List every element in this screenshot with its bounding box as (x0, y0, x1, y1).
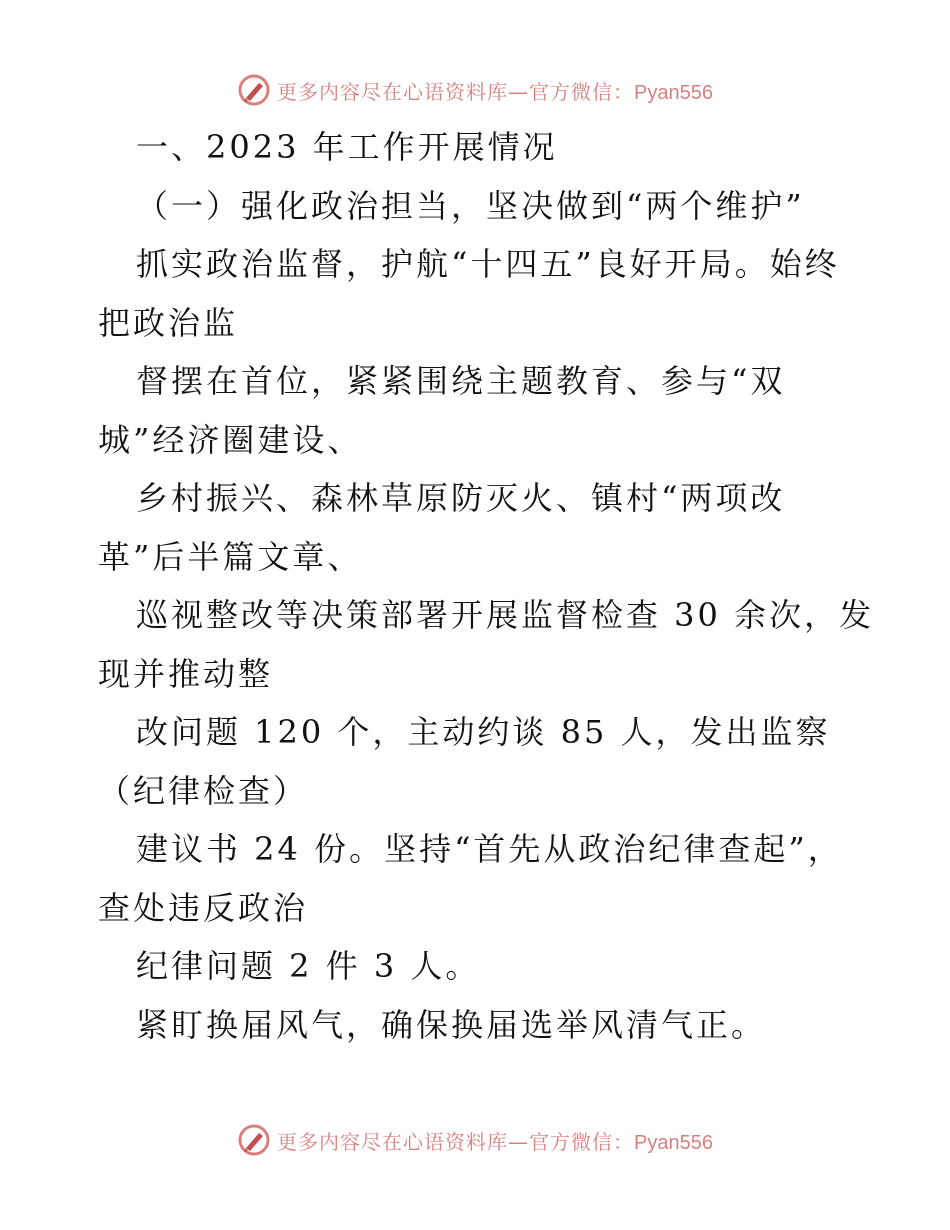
paragraph-line: 抓实政治监督，护航“十四五”良好开局。始终 (136, 245, 840, 283)
header-watermark-banner (0, 70, 950, 110)
paragraph-line: 现并推动整 (98, 654, 274, 693)
paragraph-line: 查处违反政治 (98, 888, 309, 927)
paragraph-line: 纪律问题 2 件 3 人。 (136, 947, 481, 985)
paragraph-line: （纪律检查） (98, 771, 309, 810)
header-watermark-content (237, 73, 713, 107)
wechat-id: Pyan556 (634, 81, 713, 104)
paragraph-line: 乡村振兴、森林草原防灭火、镇村“两项改 (136, 479, 786, 517)
paragraph-line: 紧盯换届风气，确保换届选举风清气正。 (136, 1005, 767, 1044)
subsection-heading: （一）强化政治担当，坚决做到“两个维护” (136, 186, 805, 225)
paragraph-line: 把政治监 (98, 303, 239, 342)
pen-in-circle-icon (237, 1123, 271, 1157)
footer-watermark-content (237, 1123, 713, 1157)
document-body (98, 118, 875, 1054)
paragraph-line: 建议书 24 份。坚持“首先从政治纪律查起”， (136, 830, 843, 868)
wechat-id: Pyan556 (634, 1131, 713, 1154)
pen-in-circle-icon (237, 73, 271, 107)
watermark-text: 更多内容尽在心语资料库—官方微信：Pyan556 (277, 1129, 713, 1154)
section-heading: 一、2023 年工作开展情况 (136, 128, 558, 166)
footer-watermark-banner (0, 1120, 950, 1160)
paragraph-line: 改问题 120 个，主动约谈 85 人，发出监察 (136, 713, 831, 751)
paragraph-line: 巡视整改等决策部署开展监督检查 30 余次，发 (136, 596, 875, 634)
watermark-text: 更多内容尽在心语资料库—官方微信：Pyan556 (277, 79, 713, 104)
paragraph-line: 城”经济圈建设、 (98, 420, 363, 459)
paragraph-line: 督摆在首位，紧紧围绕主题教育、参与“双 (136, 362, 786, 400)
paragraph-line: 革”后半篇文章、 (98, 537, 363, 576)
